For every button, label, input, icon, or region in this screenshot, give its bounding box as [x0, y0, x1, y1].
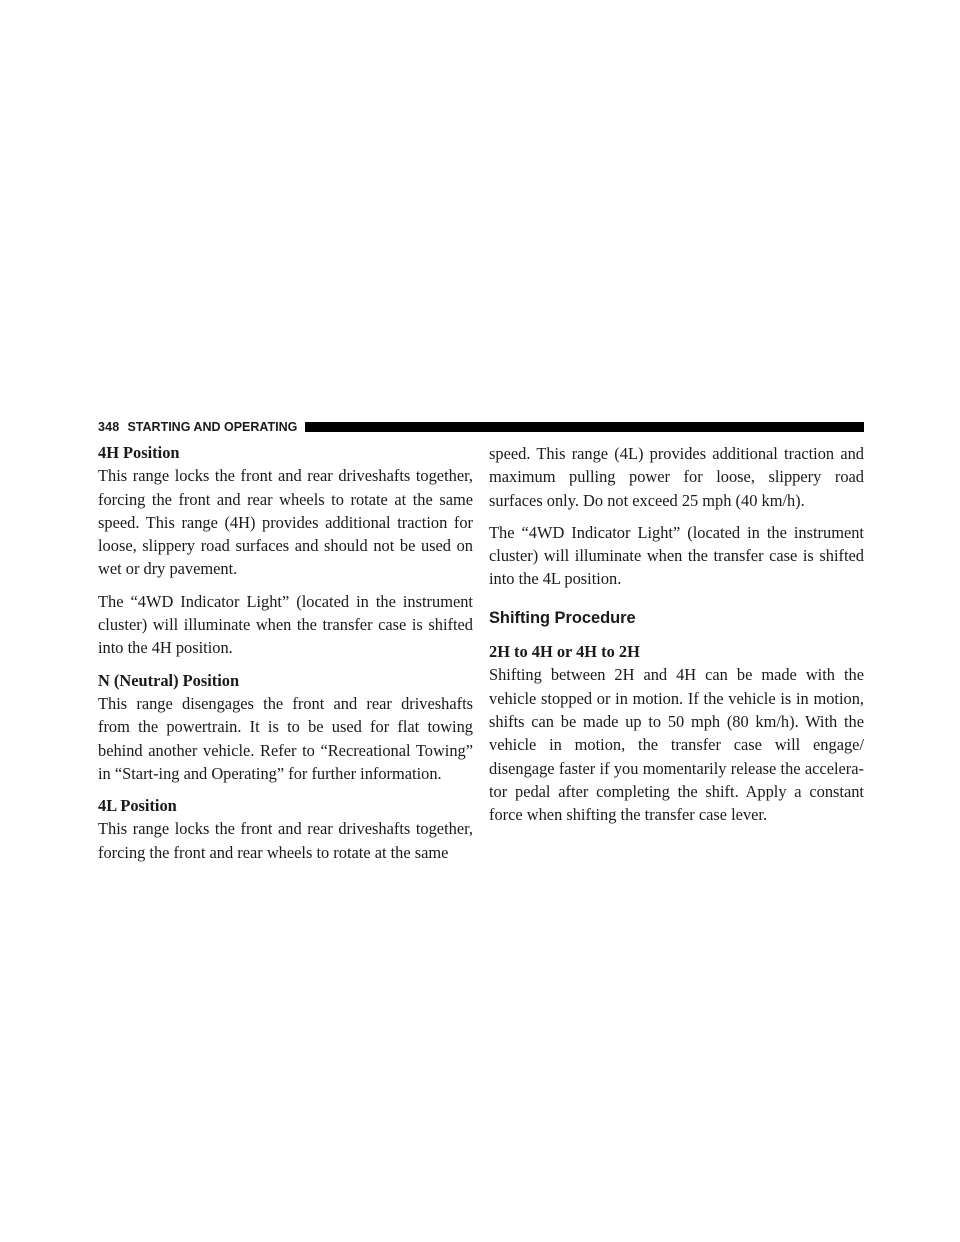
subheading-neutral-position: N (Neutral) Position — [98, 670, 240, 690]
header-rule — [305, 422, 864, 432]
heading-shifting-procedure: Shifting Procedure — [489, 608, 636, 627]
right-column — [489, 442, 864, 835]
subheading-2h-4h: 2H to 4H or 4H to 2H — [489, 642, 640, 662]
section-4h-position — [98, 441, 473, 581]
paragraph-4l-indicator: The “4WD Indicator Light” (located in the instrument cluster) will illuminate when the transfer case is shifted into the 4L position. — [489, 522, 864, 589]
section-4l-continued — [489, 442, 864, 512]
paragraph-4l-description-end: speed. This range (4L) provides additional traction and maximum pulling power for loose, slippery road surfaces only. Do not exceed 25 mph (40 km/h). — [489, 444, 864, 510]
section-title: STARTING AND OPERATING — [127, 420, 298, 434]
paragraph-2h-4h-description: Shifting between 2H and 4H can be made with the vehicle stopped or in motion. If the vehicle is in motion, shifts can be made up to 50 mph (80 km/h). With the vehicle in motion, the transfer case will engage/ disengage faster if you momentarily release the accelera-tor pedal after completing the shift. Apply a constant force when shifting the transfer case lever. — [489, 665, 864, 825]
section-2h-4h-shift — [489, 640, 864, 826]
subheading-4l-position: 4L Position — [98, 796, 177, 816]
running-header — [98, 418, 864, 436]
paragraph-4l-description-start: This range locks the front and rear driveshafts together, forcing the front and rear wheels to rotate at the same — [98, 819, 473, 862]
left-column — [98, 441, 473, 873]
section-neutral-position — [98, 669, 473, 785]
paragraph-4h-description: This range locks the front and rear driveshafts together, forcing the front and rear wheels to rotate at the same speed. This range (4H) provides additional traction for loose, slippery road surfaces and should not be used on wet or dry pavement. — [98, 466, 473, 579]
page-number: 348 — [98, 420, 120, 434]
section-4l-indicator — [489, 521, 864, 591]
paragraph-neutral-description: This range disengages the front and rear driveshafts from the powertrain. It is to be used for flat towing behind another vehicle. Refer to “Recreational Towing” in “Start-ing and Operating” for further information. — [98, 693, 473, 783]
section-4h-indicator — [98, 590, 473, 660]
subheading-4h-position: 4H Position — [98, 443, 180, 462]
section-4l-position — [98, 794, 473, 864]
paragraph-4h-indicator: The “4WD Indicator Light” (located in the instrument cluster) will illuminate when the transfer case is shifted into the 4H position. — [98, 591, 473, 658]
